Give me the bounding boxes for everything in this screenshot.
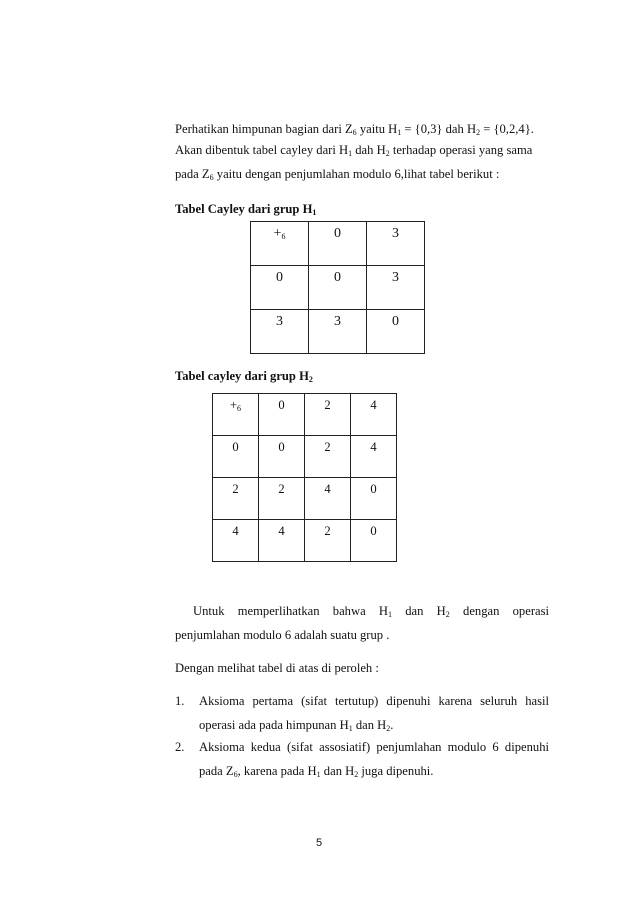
table-h2-title: Tabel cayley dari grup $H_2$ bbox=[175, 369, 313, 384]
table-row-label: 2 bbox=[213, 478, 259, 520]
list-item-number: 1. bbox=[175, 694, 185, 708]
table-cell: 0 bbox=[351, 478, 397, 520]
table-cell: 4 bbox=[259, 520, 305, 562]
table-header-cell: 2 bbox=[305, 394, 351, 436]
para2-line-2: penjumlahan modulo 6 adalah suatu grup . bbox=[175, 628, 390, 642]
page-number: 5 bbox=[315, 837, 323, 849]
table-row-label: 0 bbox=[251, 266, 309, 310]
table-header-cell: 0 bbox=[259, 394, 305, 436]
table-cell: 4 bbox=[351, 436, 397, 478]
table-header-cell: 0 bbox=[309, 222, 367, 266]
table-cell: 3 bbox=[367, 266, 425, 310]
table-row bbox=[213, 520, 397, 562]
table-cell: 2 bbox=[305, 520, 351, 562]
table-h1-title: Tabel Cayley dari grup $H_1$ bbox=[175, 202, 317, 217]
table-row-label: 0 bbox=[213, 436, 259, 478]
table-cell: 2 bbox=[259, 478, 305, 520]
list-item-1-line-2: operasi ada pada himpunan $H_1$ dan $H_2$. bbox=[199, 718, 394, 733]
table-row bbox=[251, 310, 425, 354]
table-cell: 4 bbox=[305, 478, 351, 520]
table-cell: 0 bbox=[367, 310, 425, 354]
list-item-1-line-1: Aksioma pertama (sifat tertutup) dipenuhi karena seluruh hasil bbox=[199, 694, 549, 708]
table-cell: 3 bbox=[309, 310, 367, 354]
table-cell: 0 bbox=[309, 266, 367, 310]
table-operator-cell: $+_6$ bbox=[213, 394, 259, 436]
intro-line-2: Akan dibentuk tabel cayley dari $H_1$ dah $H_2$ terhadap operasi yang sama bbox=[175, 143, 533, 158]
table-cell: 2 bbox=[305, 436, 351, 478]
para3: Dengan melihat tabel di atas di peroleh : bbox=[175, 661, 379, 675]
cayley-table-h1 bbox=[250, 221, 425, 354]
intro-line-3: pada $Z_6$ yaitu dengan penjumlahan modulo 6,lihat tabel berikut : bbox=[175, 167, 500, 182]
table-cell: 0 bbox=[259, 436, 305, 478]
table-row-label: 3 bbox=[251, 310, 309, 354]
table-row bbox=[213, 394, 397, 436]
list-item-2-line-2: pada $Z_6$, karena pada $H_1$ dan $H_2$ juga dipenuhi. bbox=[199, 764, 434, 779]
table-header-cell: 4 bbox=[351, 394, 397, 436]
table-row bbox=[251, 222, 425, 266]
table-row bbox=[251, 266, 425, 310]
para2-line-1: Untuk memperlihatkan bahwa $H_1$ dan $H_2$ dengan operasi bbox=[193, 604, 549, 619]
list-item-number: 2. bbox=[175, 740, 185, 754]
table-row bbox=[213, 436, 397, 478]
table-header-cell: 3 bbox=[367, 222, 425, 266]
table-row-label: 4 bbox=[213, 520, 259, 562]
table-operator-cell: $+_6$ bbox=[251, 222, 309, 266]
cayley-table-h2 bbox=[212, 393, 397, 562]
intro-line-1: Perhatikan himpunan bagian dari $Z_6$ yaitu $H_1 = \{0,3\}$ dah $H_2 = \{0,2,4\}$. bbox=[175, 122, 534, 137]
table-cell: 0 bbox=[351, 520, 397, 562]
table-row bbox=[213, 478, 397, 520]
list-item-2-line-1: Aksioma kedua (sifat assosiatif) penjumlahan modulo 6 dipenuhi bbox=[199, 740, 549, 754]
